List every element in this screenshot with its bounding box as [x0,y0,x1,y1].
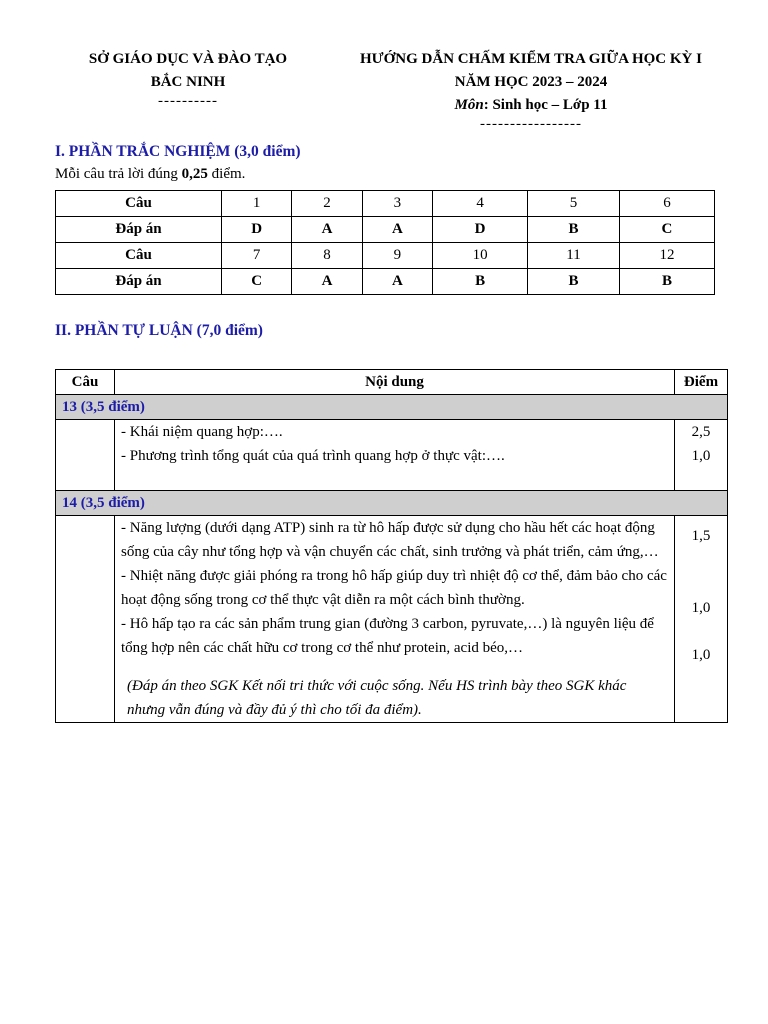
score-value: 1,0 [691,600,711,616]
table-cell: B [433,269,528,295]
question-13-scores [675,420,728,491]
answer-key-table [55,190,715,295]
question-13-content [115,420,675,491]
question-14-scores [675,516,728,723]
table-cell: A [362,217,432,243]
content-line: - Hô hấp tạo ra các sản phẩm trung gian (đường 3 carbon, pyruvate,…) là nguyên liệu để tổng hợp nên các chất hữu cơ trong cơ thể như protein, acid béo,… [121,616,654,656]
content-line: - Năng lượng (dưới dạng ATP) sinh ra từ hô hấp được sử dụng cho hầu hết các hoạt động sống của cây như tổng hợp và vận chuyển các chất, sinh trưởng và phát triển, cảm ứng,… [121,520,659,560]
question-13-label: 13 (3,5 điểm) [56,395,728,420]
question-number-row [56,243,715,269]
left-dash-divider: ---------- [158,93,218,109]
content-line: - Nhiệt năng được giải phóng ra trong hô hấp giúp duy trì nhiệt độ cơ thể, đảm bảo cho các hoạt động sống trong cơ thể thực vật diễn ra một cách bình thường. [121,568,667,608]
table-cell: 5 [528,191,620,217]
header-right [330,48,732,131]
question-number-row [56,191,715,217]
content-line: - Khái niệm quang hợp:…. [121,424,283,440]
empty-cell [56,420,115,491]
table-cell: C [619,217,714,243]
table-cell: C [222,269,292,295]
question-14-content [115,516,675,723]
school-year: NĂM HỌC 2023 – 2024 [454,74,608,90]
question-13-row [56,420,728,491]
subject-value: : Sinh học – Lớp 11 [483,97,608,113]
row-label: Đáp án [56,217,222,243]
col-header-score: Điểm [675,370,728,395]
table-cell: 7 [222,243,292,269]
question-13-header [56,395,728,420]
table-cell: 4 [433,191,528,217]
intro-suffix: điểm. [207,166,246,182]
empty-cell [56,516,115,723]
score-value: 1,0 [691,647,711,663]
document-title: HƯỚNG DẪN CHẤM KIỂM TRA GIỮA HỌC KỲ I [360,51,702,67]
right-dash-divider: ----------------- [480,116,582,132]
table-cell: 9 [362,243,432,269]
row-label: Câu [56,243,222,269]
score-value: 1,5 [691,528,711,544]
question-14-row [56,516,728,723]
table-cell: B [619,269,714,295]
subject-line [330,94,732,117]
table-cell: D [433,217,528,243]
table-cell: B [528,217,620,243]
header-left [68,48,308,108]
section1-title: I. PHẦN TRẮC NGHIỆM (3,0 điểm) [55,143,301,160]
intro-prefix: Mỗi câu trả lời đúng [55,166,182,182]
grading-note: (Đáp án theo SGK Kết nối tri thức với cuộc sống. Nếu HS trình bày theo SGK khác nhưng vẫn đúng và đầy đủ ý thì cho tối đa điểm). [127,678,627,718]
col-header-question: Câu [56,370,115,395]
table-cell: 12 [619,243,714,269]
table-cell: A [362,269,432,295]
answer-row [56,269,715,295]
essay-rubric-table [55,369,728,723]
table-cell: A [292,217,362,243]
section2-title: II. PHẦN TỰ LUẬN (7,0 điểm) [55,322,263,339]
answer-row [56,217,715,243]
department-name: SỞ GIÁO DỤC VÀ ĐÀO TẠO [88,51,288,67]
section1-intro [55,166,245,183]
subject-label: Môn [454,97,484,113]
question-14-header [56,491,728,516]
col-header-content: Nội dung [115,370,675,395]
table-cell: D [222,217,292,243]
table-cell: 6 [619,191,714,217]
table-cell: 3 [362,191,432,217]
score-value: 1,0 [691,448,711,464]
content-line: - Phương trình tổng quát của quá trình quang hợp ở thực vật:…. [121,448,505,464]
score-value: 2,5 [691,424,711,440]
province-name: BẮC NINH [150,74,226,90]
table-cell: B [528,269,620,295]
spacer [115,660,674,674]
intro-points: 0,25 [181,166,208,182]
table-cell: 11 [528,243,620,269]
table-cell: A [292,269,362,295]
row-label: Câu [56,191,222,217]
table-cell: 8 [292,243,362,269]
question-14-label: 14 (3,5 điểm) [56,491,728,516]
table-cell: 10 [433,243,528,269]
table-header-row [56,370,728,395]
table-cell: 2 [292,191,362,217]
table-cell: 1 [222,191,292,217]
row-label: Đáp án [56,269,222,295]
